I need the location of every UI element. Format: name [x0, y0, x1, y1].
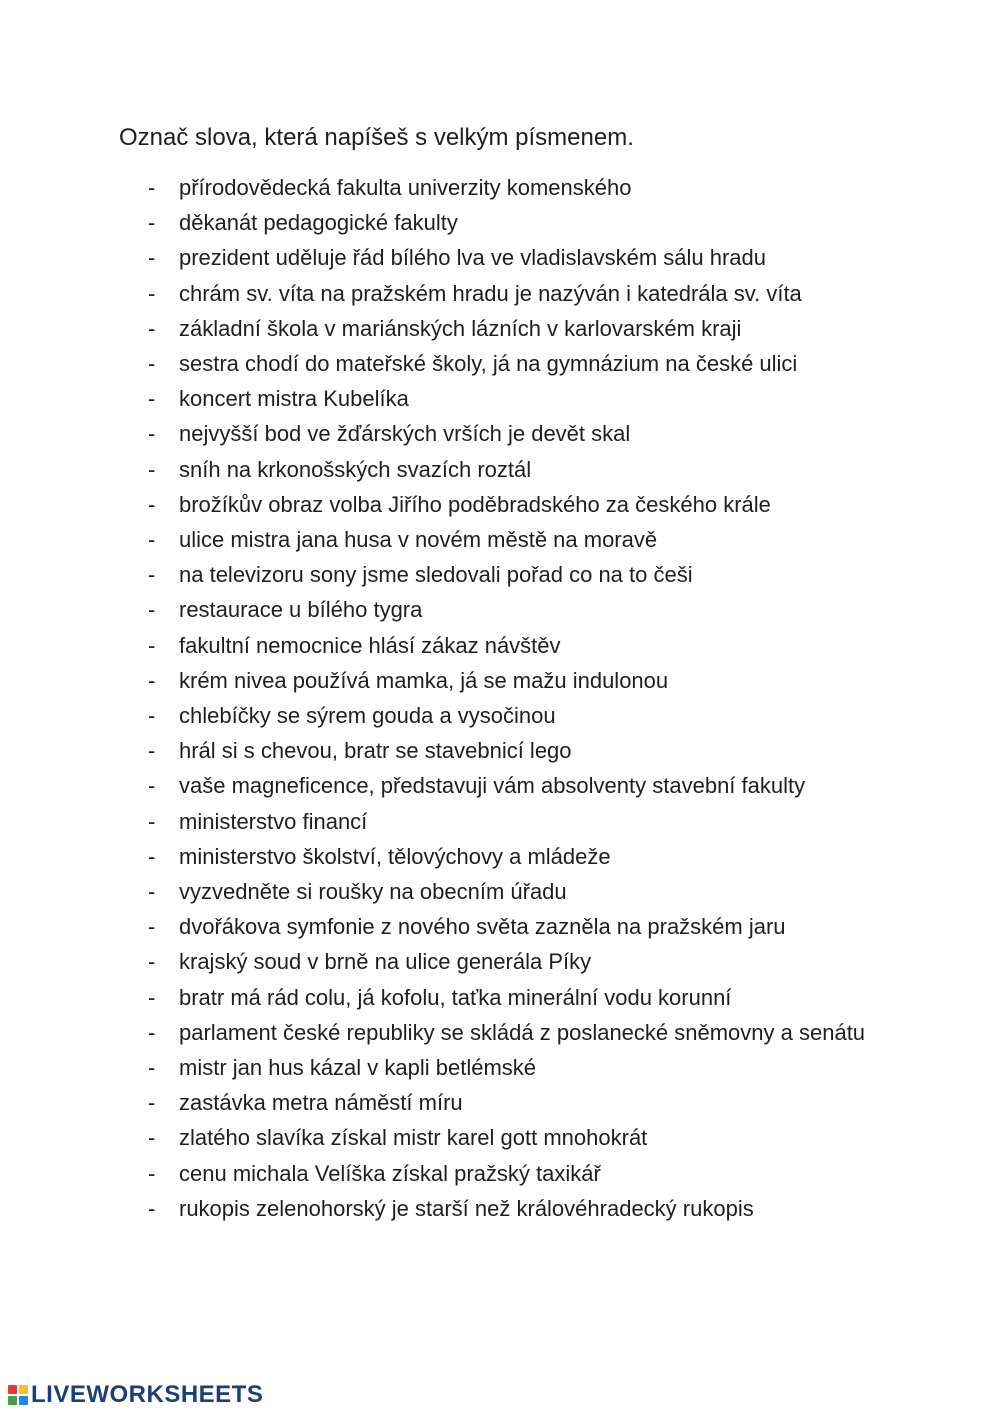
bullet-dash: -	[148, 280, 156, 306]
list-item-text: základní škola v mariánských lázních v karlovarském kraji	[179, 315, 742, 341]
list-item-text: sníh na krkonošských svazích roztál	[179, 456, 532, 482]
list-item	[148, 804, 888, 839]
list-item-text: brožíkův obraz volba Jiřího poděbradského za českého krále	[179, 491, 771, 517]
worksheet-instruction: Označ slova, která napíšeš s velkým písmenem.	[119, 124, 634, 151]
list-item	[148, 557, 888, 592]
bullet-dash: -	[148, 949, 156, 975]
bullet-dash: -	[148, 738, 156, 764]
bullet-dash: -	[148, 632, 156, 658]
list-item-text: děkanát pedagogické fakulty	[179, 210, 458, 236]
bullet-dash: -	[148, 808, 156, 834]
list-item	[148, 839, 888, 874]
list-item	[148, 592, 888, 627]
bullet-dash: -	[148, 597, 156, 623]
list-item-text: mistr jan hus kázal v kapli betlémské	[179, 1055, 537, 1081]
list-item-text: přírodovědecká fakulta univerzity komenského	[179, 175, 632, 200]
bullet-dash: -	[148, 1195, 156, 1221]
list-item-text: prezident uděluje řád bílého lva ve vladislavském sálu hradu	[179, 245, 767, 271]
list-item	[148, 1156, 888, 1191]
list-item	[148, 909, 888, 944]
list-item-text: rukopis zelenohorský je starší než královéhradecký rukopis	[179, 1195, 754, 1221]
list-item-text: vyzvedněte si roušky na obecním úřadu	[179, 879, 567, 905]
list-item-text: koncert mistra Kubelíka	[179, 386, 409, 412]
list-item	[148, 240, 888, 275]
bullet-dash: -	[148, 562, 156, 588]
exercise-list	[148, 170, 888, 1226]
liveworksheets-logo-icon	[8, 1385, 28, 1405]
list-item	[148, 944, 888, 979]
bullet-dash: -	[148, 386, 156, 412]
brand-name: LIVEWORKSHEETS	[31, 1381, 264, 1408]
list-item-text: sestra chodí do mateřské školy, já na gymnázium na české ulici	[179, 351, 798, 377]
logo-tile	[8, 1396, 17, 1405]
list-item	[148, 1015, 888, 1050]
list-item-text: cenu michala Velíška získal pražský taxikář	[179, 1160, 601, 1186]
bullet-dash: -	[148, 879, 156, 905]
list-item	[148, 1050, 888, 1085]
list-item	[148, 205, 888, 240]
list-item	[148, 1120, 888, 1155]
bullet-dash: -	[148, 175, 156, 200]
list-item-text: fakultní nemocnice hlásí zákaz návštěv	[179, 632, 561, 658]
list-item-text: zlatého slavíka získal mistr karel gott mnohokrát	[179, 1125, 648, 1151]
list-item-text: krém nivea používá mamka, já se mažu indulonou	[179, 667, 669, 693]
list-item	[148, 698, 888, 733]
bullet-dash: -	[148, 210, 156, 236]
bullet-dash: -	[148, 456, 156, 482]
list-item	[148, 170, 888, 205]
list-item-text: chlebíčky se sýrem gouda a vysočinou	[179, 703, 556, 729]
bullet-dash: -	[148, 245, 156, 271]
list-item	[148, 346, 888, 381]
bullet-dash: -	[148, 1090, 156, 1116]
list-item-text: na televizoru sony jsme sledovali pořad co na to češi	[179, 562, 693, 588]
list-item-text: dvořákova symfonie z nového světa zazněla na pražském jaru	[179, 914, 786, 940]
bullet-dash: -	[148, 421, 156, 447]
logo-tile	[19, 1396, 28, 1405]
list-item	[148, 628, 888, 663]
list-item-text: ministerstvo školství, tělovýchovy a mládeže	[179, 843, 611, 869]
list-item-text: vaše magneficence, představuji vám absolventy stavební fakulty	[179, 773, 806, 799]
list-item	[148, 487, 888, 522]
list-item	[148, 381, 888, 416]
list-item	[148, 522, 888, 557]
list-item-text: hrál si s chevou, bratr se stavebnicí lego	[179, 738, 572, 764]
bullet-dash: -	[148, 527, 156, 553]
list-item-text: restaurace u bílého tygra	[179, 597, 423, 623]
list-item	[148, 663, 888, 698]
bullet-dash: -	[148, 491, 156, 517]
bullet-dash: -	[148, 773, 156, 799]
bullet-dash: -	[148, 703, 156, 729]
list-item	[148, 874, 888, 909]
bullet-dash: -	[148, 351, 156, 377]
logo-tile	[19, 1385, 28, 1394]
list-item-text: nejvyšší bod ve žďárských vrších je devět skal	[179, 421, 631, 447]
list-item	[148, 1085, 888, 1120]
bullet-dash: -	[148, 1160, 156, 1186]
list-item	[148, 416, 888, 451]
list-item	[148, 1191, 888, 1226]
list-item	[148, 768, 888, 803]
list-item-text: krajský soud v brně na ulice generála Píky	[179, 949, 592, 975]
bullet-dash: -	[148, 1055, 156, 1081]
bullet-dash: -	[148, 315, 156, 341]
bullet-dash: -	[148, 843, 156, 869]
list-item-text: ministerstvo financí	[179, 808, 368, 834]
bullet-dash: -	[148, 914, 156, 940]
list-item	[148, 452, 888, 487]
list-item-text: chrám sv. víta na pražském hradu je nazýván i katedrála sv. víta	[179, 280, 802, 306]
logo-tile	[8, 1385, 17, 1394]
bullet-dash: -	[148, 667, 156, 693]
list-item-text: ulice mistra jana husa v novém městě na moravě	[179, 527, 658, 553]
bullet-dash: -	[148, 1125, 156, 1151]
list-item-text: parlament české republiky se skládá z poslanecké sněmovny a senátu	[179, 1019, 866, 1045]
list-item-text: bratr má rád colu, já kofolu, taťka minerální vodu korunní	[179, 984, 732, 1010]
bullet-dash: -	[148, 1019, 156, 1045]
list-item	[148, 276, 888, 311]
footer-logo	[8, 1380, 263, 1410]
list-item	[148, 733, 888, 768]
bullet-dash: -	[148, 984, 156, 1010]
list-item	[148, 980, 888, 1015]
list-item	[148, 311, 888, 346]
list-item-text: zastávka metra náměstí míru	[179, 1090, 463, 1116]
